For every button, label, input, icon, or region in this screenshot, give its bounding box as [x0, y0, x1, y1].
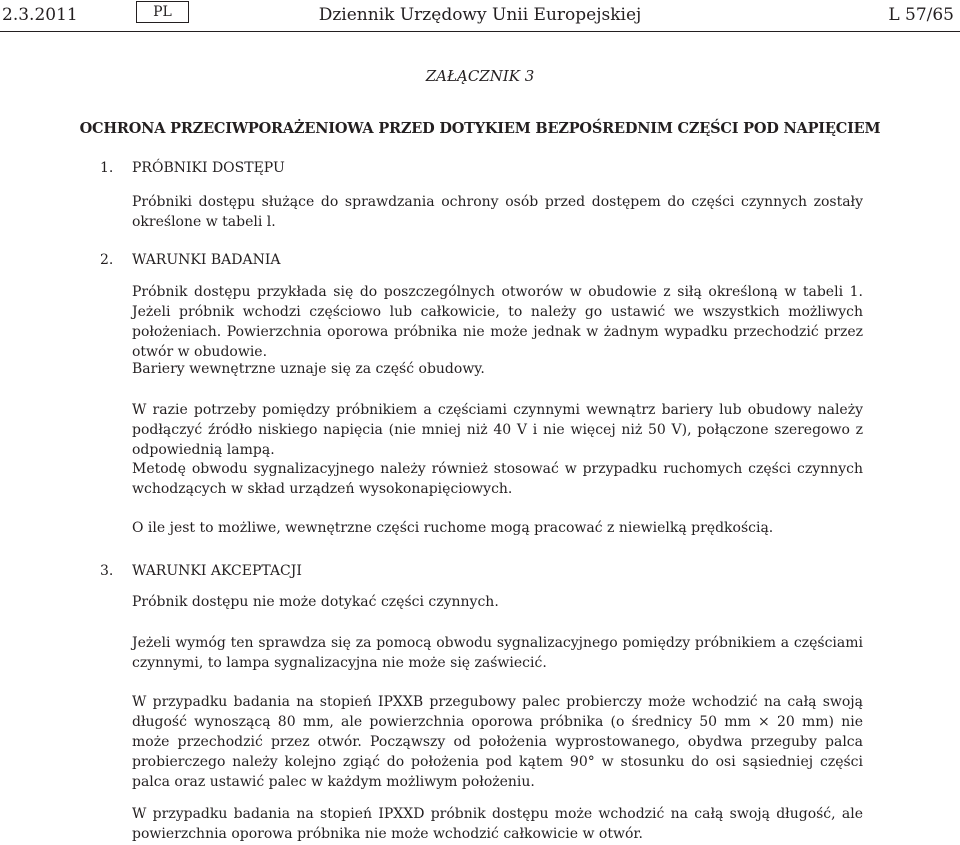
paragraph: Bariery wewnętrzne uznaje się za część obudowy. — [132, 361, 485, 377]
paragraph: W przypadku badania na stopień IPXXD próbnik dostępu może wchodzić na całą swoją długość, ale powierzchnia oporowa próbnika nie może wchodzić całkowicie w otwór. — [132, 806, 863, 842]
header-divider — [0, 31, 960, 32]
paragraph: Metodę obwodu sygnalizacyjnego należy również stosować w przypadku ruchomych części czynnych wchodzących w skład urządzeń wysokonapięciowych. — [132, 461, 863, 497]
annex-title: ZAŁĄCZNIK 3 — [425, 67, 535, 85]
paragraph: O ile jest to możliwe, wewnętrzne części ruchome mogą pracować z niewielką prędkością. — [132, 520, 774, 536]
paragraph: Jeżeli wymóg ten sprawdza się za pomocą obwodu sygnalizacyjnego pomiędzy próbnikiem a częściami czynnymi, to lampa sygnalizacyjna nie może się zaświecić. — [132, 635, 863, 671]
section-heading: PRÓBNIKI DOSTĘPU — [132, 160, 285, 176]
section-number: 2. — [100, 252, 114, 268]
paragraph: W przypadku badania na stopień IPXXB przegubowy palec probierczy może wchodzić na całą swoją długość wynoszącą 80 mm, ale powierzchnia oporowa próbnika (o średnicy 50 mm × 20 mm) nie może przechodzić przez otwór. Począwszy od położenia wyprostowanego, obydwa przeguby palca probierczego należy kolejno zgiąć do położenia pod kątem 90° w stosunku do osi sąsiedniej części palca oraz ustawić palec w każdym możliwym położeniu. — [132, 694, 863, 790]
document-title: OCHRONA PRZECIWPORAŻENIOWA PRZED DOTYKIEM BEZPOŚREDNIM CZĘŚCI POD NAPIĘCIEM — [79, 120, 881, 137]
section-heading: WARUNKI AKCEPTACJI — [132, 563, 302, 579]
section-number: 1. — [100, 160, 114, 176]
journal-title: Dziennik Urzędowy Unii Europejskiej — [318, 5, 642, 25]
page-header — [0, 0, 960, 30]
language-badge: PL — [136, 1, 189, 23]
paragraph: W razie potrzeby pomiędzy próbnikiem a częściami czynnymi wewnątrz bariery lub obudowy należy podłączyć źródło niskiego napięcia (nie mniej niż 40 V i nie więcej niż 50 V), połączone szeregowo z odpowiednią lampą. — [132, 402, 863, 458]
paragraph: Próbnik dostępu przykłada się do poszczególnych otworów w obudowie z siłą określoną w tabeli 1. Jeżeli próbnik wchodzi częściowo lub całkowicie, to należy go ustawić we wszystkich możliwych położeniach. Powierzchnia oporowa próbnika nie może jednak w żadnym wypadku przechodzić przez otwór w obudowie. — [132, 284, 863, 360]
paragraph: Próbnik dostępu nie może dotykać części czynnych. — [132, 594, 499, 610]
publication-date: 2.3.2011 — [2, 5, 78, 25]
page-reference: L 57/65 — [888, 5, 954, 25]
section-heading: WARUNKI BADANIA — [132, 252, 281, 268]
section-number: 3. — [100, 563, 114, 579]
paragraph: Próbniki dostępu służące do sprawdzania ochrony osób przed dostępem do części czynnych zostały określone w tabeli l. — [132, 194, 863, 230]
